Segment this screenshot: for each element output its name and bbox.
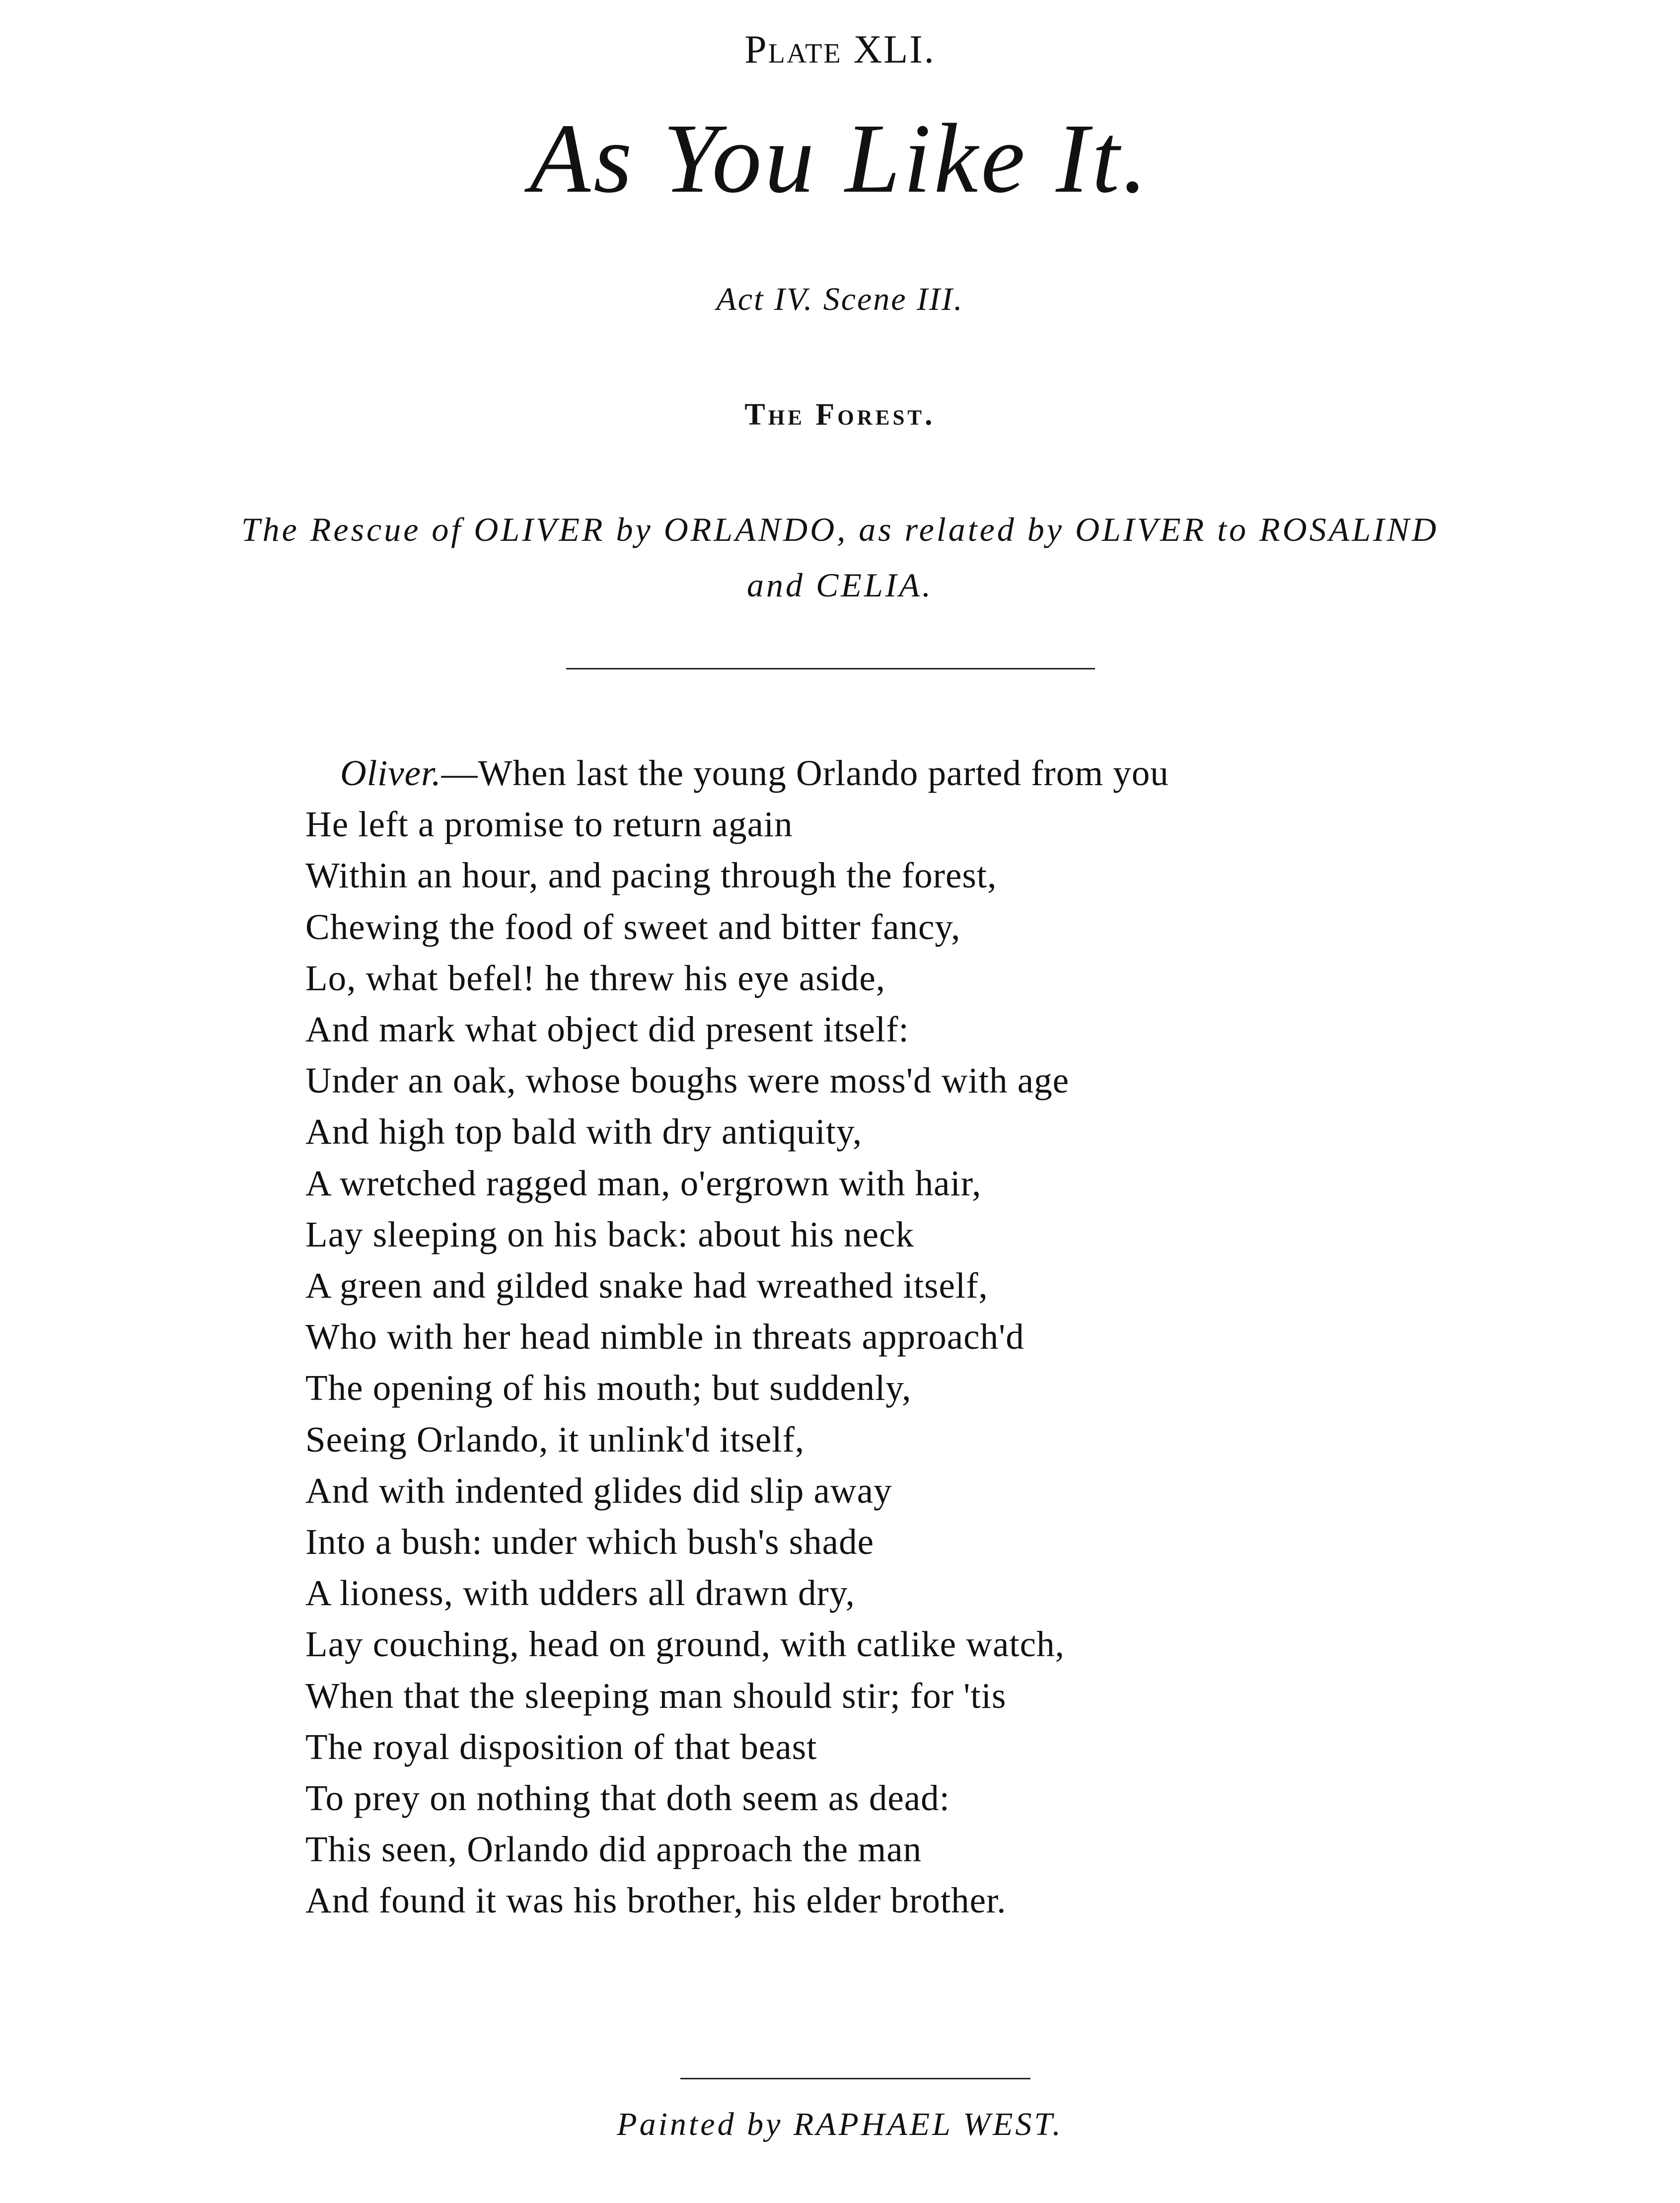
first-line-text: —When last the young Orlando parted from you — [441, 753, 1169, 793]
verse-line: Who with her head nimble in threats approach'd — [305, 1317, 1024, 1357]
verse-line: He left a promise to return again — [305, 804, 793, 845]
plate-label: Plate XLI. — [744, 28, 936, 72]
verse-line: Lay sleeping on his back: about his neck — [305, 1214, 914, 1254]
painter-credit: Painted by RAPHAEL WEST. — [617, 2106, 1063, 2142]
scene-setting: The Forest. — [744, 398, 936, 432]
act-scene: Act IV. Scene III. — [716, 281, 964, 317]
verse-line: When that the sleeping man should stir; for 'tis — [305, 1675, 1007, 1716]
plate-number — [0, 27, 1680, 73]
verse-line: Under an oak, whose boughs were moss'd with age — [305, 1060, 1070, 1101]
plate-description — [0, 502, 1680, 613]
verse-line: A green and gilded snake had wreathed itself, — [305, 1265, 988, 1306]
verse-line: Lay couching, head on ground, with catlike watch, — [305, 1624, 1065, 1665]
verse-line: A wretched ragged man, o'ergrown with hair, — [305, 1163, 982, 1203]
verse-line: Into a bush: under which bush's shade — [305, 1522, 874, 1562]
verse-line: And mark what object did present itself: — [305, 1009, 909, 1050]
verse-line: And with indented glides did slip away — [305, 1470, 892, 1511]
verse-line: Chewing the food of sweet and bitter fancy, — [305, 906, 961, 947]
verse-line: To prey on nothing that doth seem as dead: — [305, 1778, 950, 1819]
verse-line: The opening of his mouth; but suddenly, — [305, 1368, 912, 1408]
verse-line: A lioness, with udders all drawn dry, — [305, 1573, 855, 1614]
verse-line: Within an hour, and pacing through the forest, — [305, 855, 997, 896]
description-line-1: The Rescue of OLIVER by ORLANDO, as related by OLIVER to ROSALIND — [241, 511, 1439, 548]
verse-line: This seen, Orlando did approach the man — [305, 1829, 922, 1870]
divider-rule-bottom — [680, 2078, 1030, 2079]
verse-line: Lo, what befel! he threw his eye aside, — [305, 957, 886, 998]
verse-line: Seeing Orlando, it unlink'd itself, — [305, 1419, 805, 1460]
verse-line: The royal disposition of that beast — [305, 1726, 817, 1767]
verse-first-line — [305, 747, 1398, 799]
verse-line: And high top bald with dry antiquity, — [305, 1111, 863, 1152]
speaker-name: Oliver. — [340, 753, 441, 793]
verse-passage — [305, 747, 1398, 1926]
divider-rule-top — [566, 668, 1095, 669]
description-line-2: and CELIA. — [747, 566, 933, 604]
play-title: As You Like It. — [529, 104, 1151, 214]
verse-line: And found it was his brother, his elder brother. — [305, 1880, 1007, 1921]
